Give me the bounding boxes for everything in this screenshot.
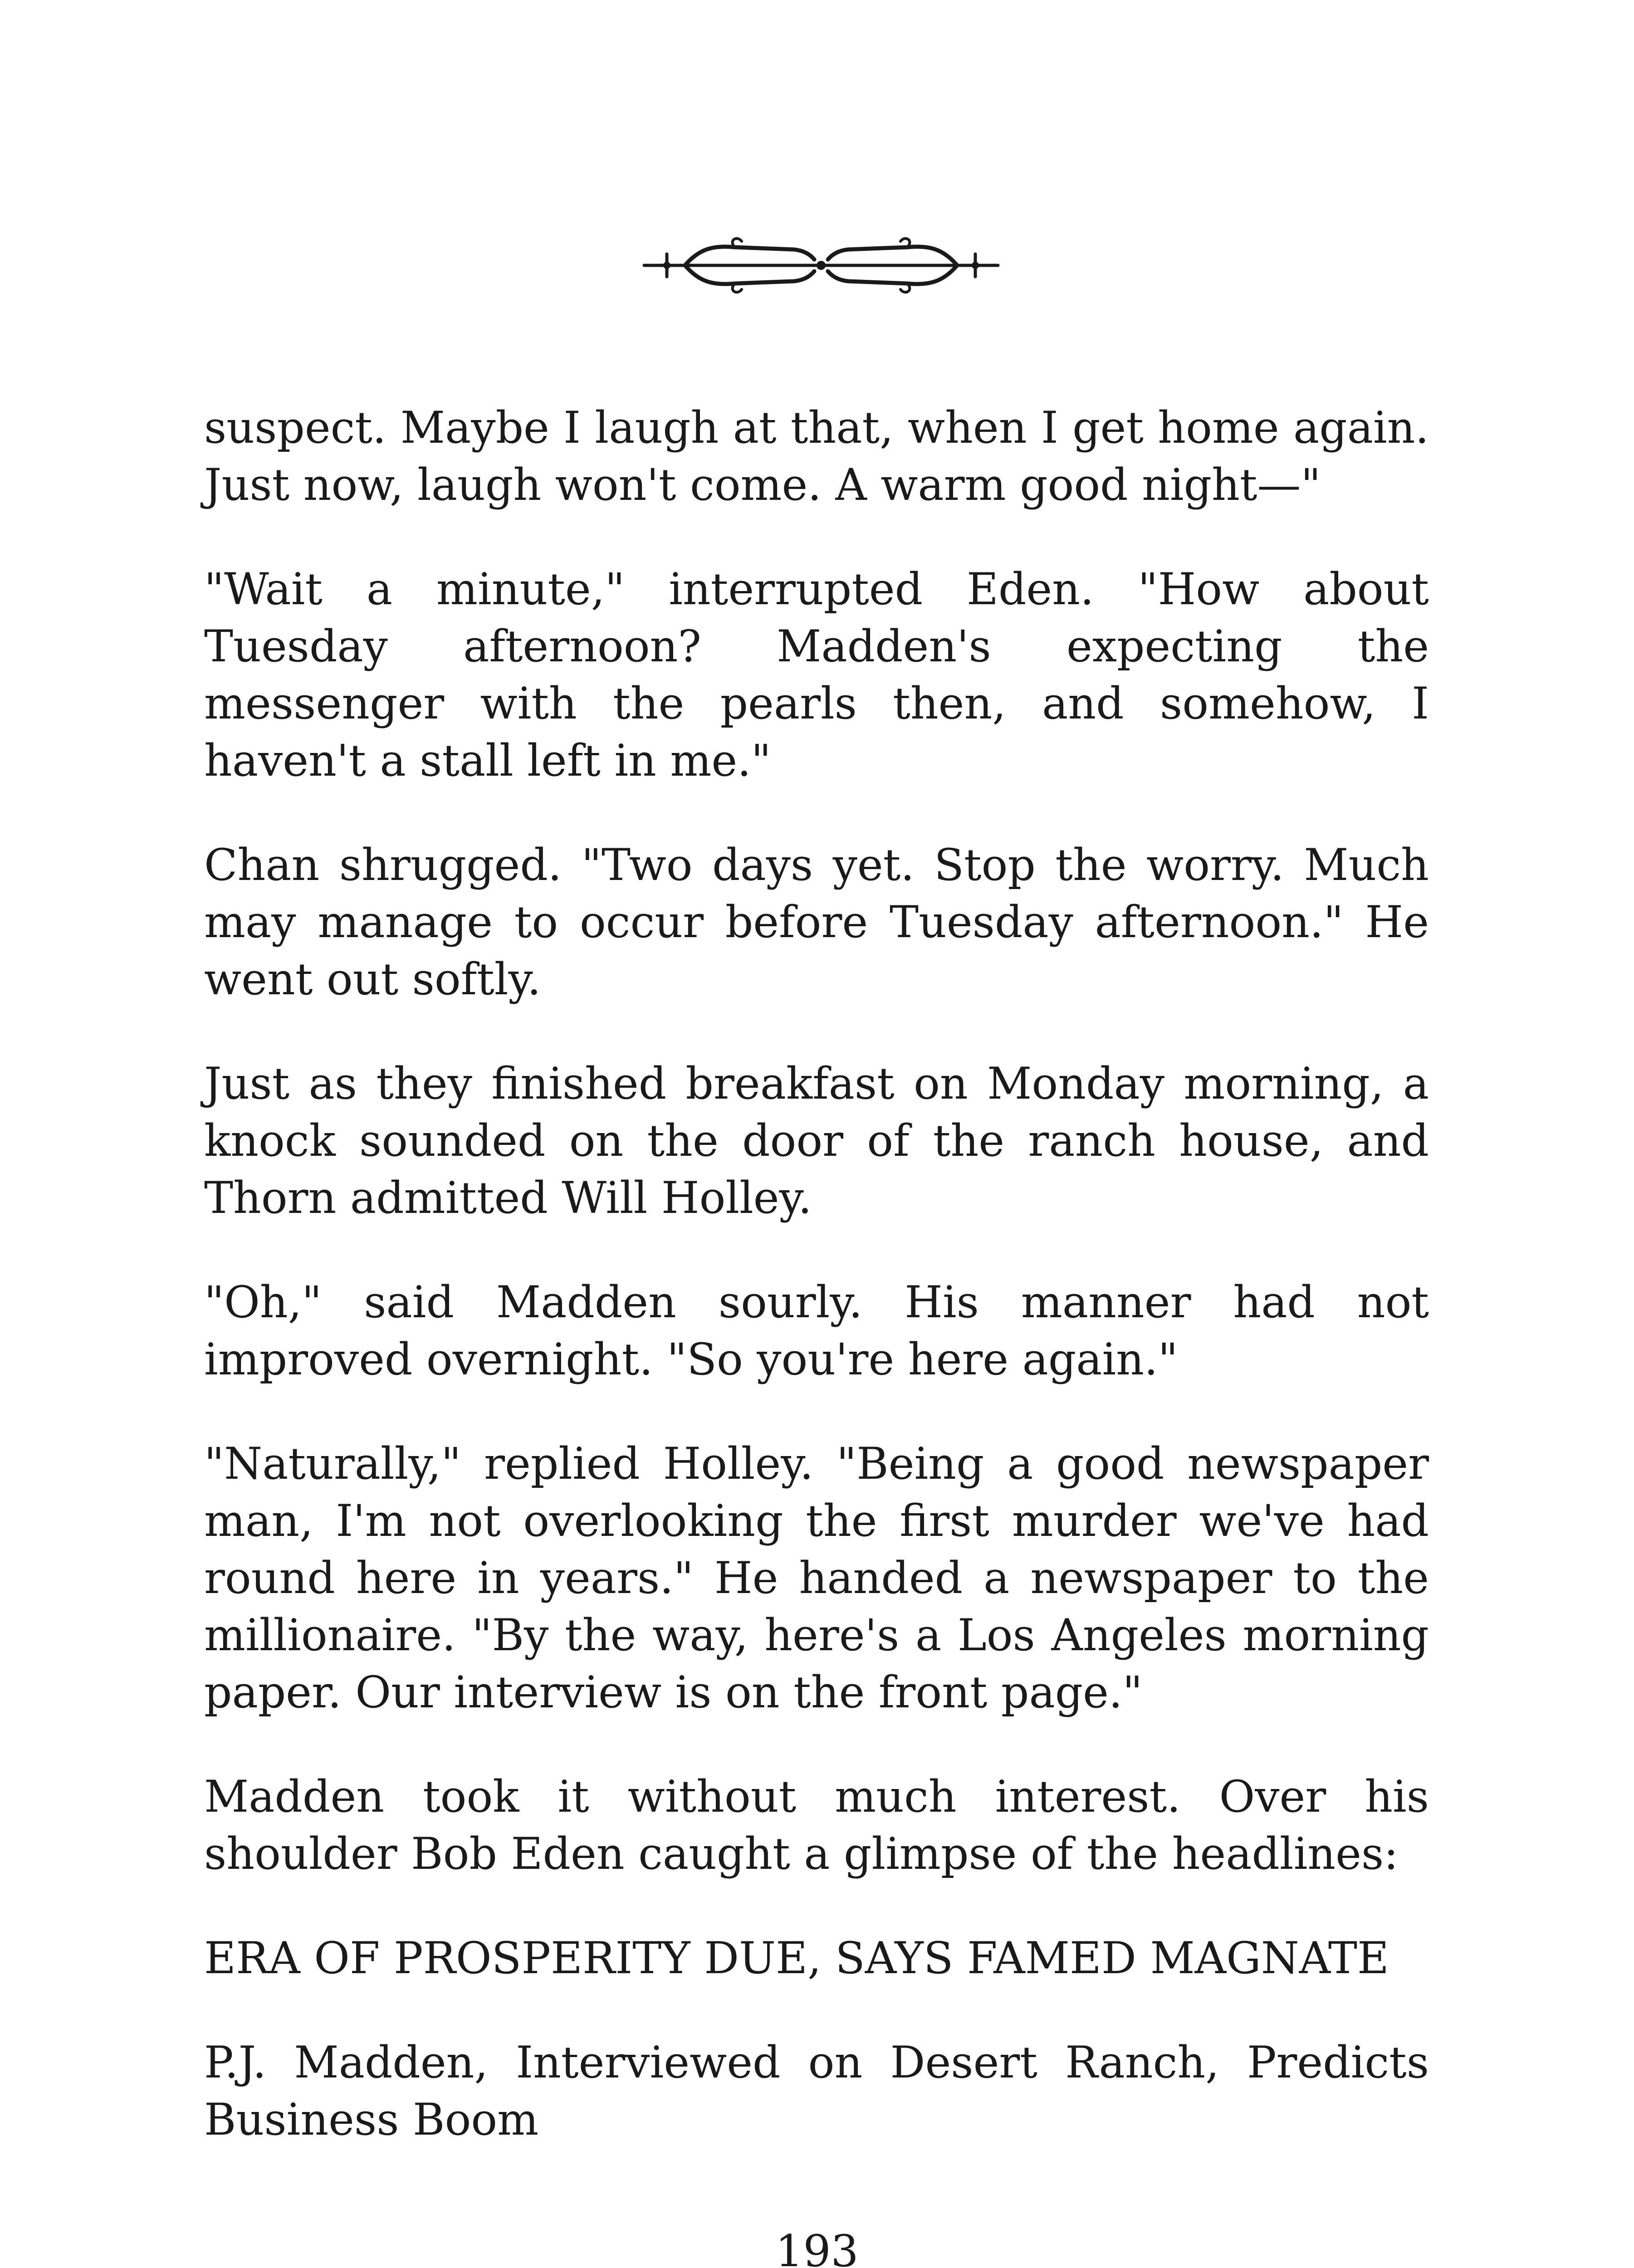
paragraph: "Oh," said Madden sourly. His manner had not improved overnight. "So you're here again." [204, 1277, 1429, 1385]
newspaper-headline: ERA OF PROSPERITY DUE, SAYS FAMED MAGNATE [204, 1933, 1389, 1984]
paragraph: Madden took it without much interest. Over his shoulder Bob Eden caught a glimpse of the headlines: [204, 1771, 1429, 1879]
decorative-scroll-divider-icon [631, 222, 1012, 308]
paragraph: Just as they finished breakfast on Monday morning, a knock sounded on the door of the ranch house, and Thorn admitted Will Holley. [204, 1058, 1429, 1223]
paragraph: "Wait a minute," interrupted Eden. "How about Tuesday afternoon? Madden's expecting the messenger with the pearls then, and somehow, I haven't a stall left in me." [204, 564, 1429, 786]
paragraph: Chan shrugged. "Two days yet. Stop the worry. Much may manage to occur before Tuesday afternoon." He went out softly. [204, 840, 1429, 1005]
paragraph: "Naturally," replied Holley. "Being a good newspaper man, I'm not overlooking the first murder we've had round here in years." He handed a newspaper to the millionaire. "By the way, here's a Los Angeles morning paper. Our interview is on the front page." [204, 1438, 1429, 1718]
newspaper-subheadline: P.J. Madden, Interviewed on Desert Ranch, Predicts Business Boom [204, 2037, 1429, 2145]
page-number: 193 [775, 2226, 859, 2268]
page-body [204, 399, 1429, 2195]
paragraph: suspect. Maybe I laugh at that, when I get home again. Just now, laugh won't come. A warm good night—" [204, 402, 1429, 510]
